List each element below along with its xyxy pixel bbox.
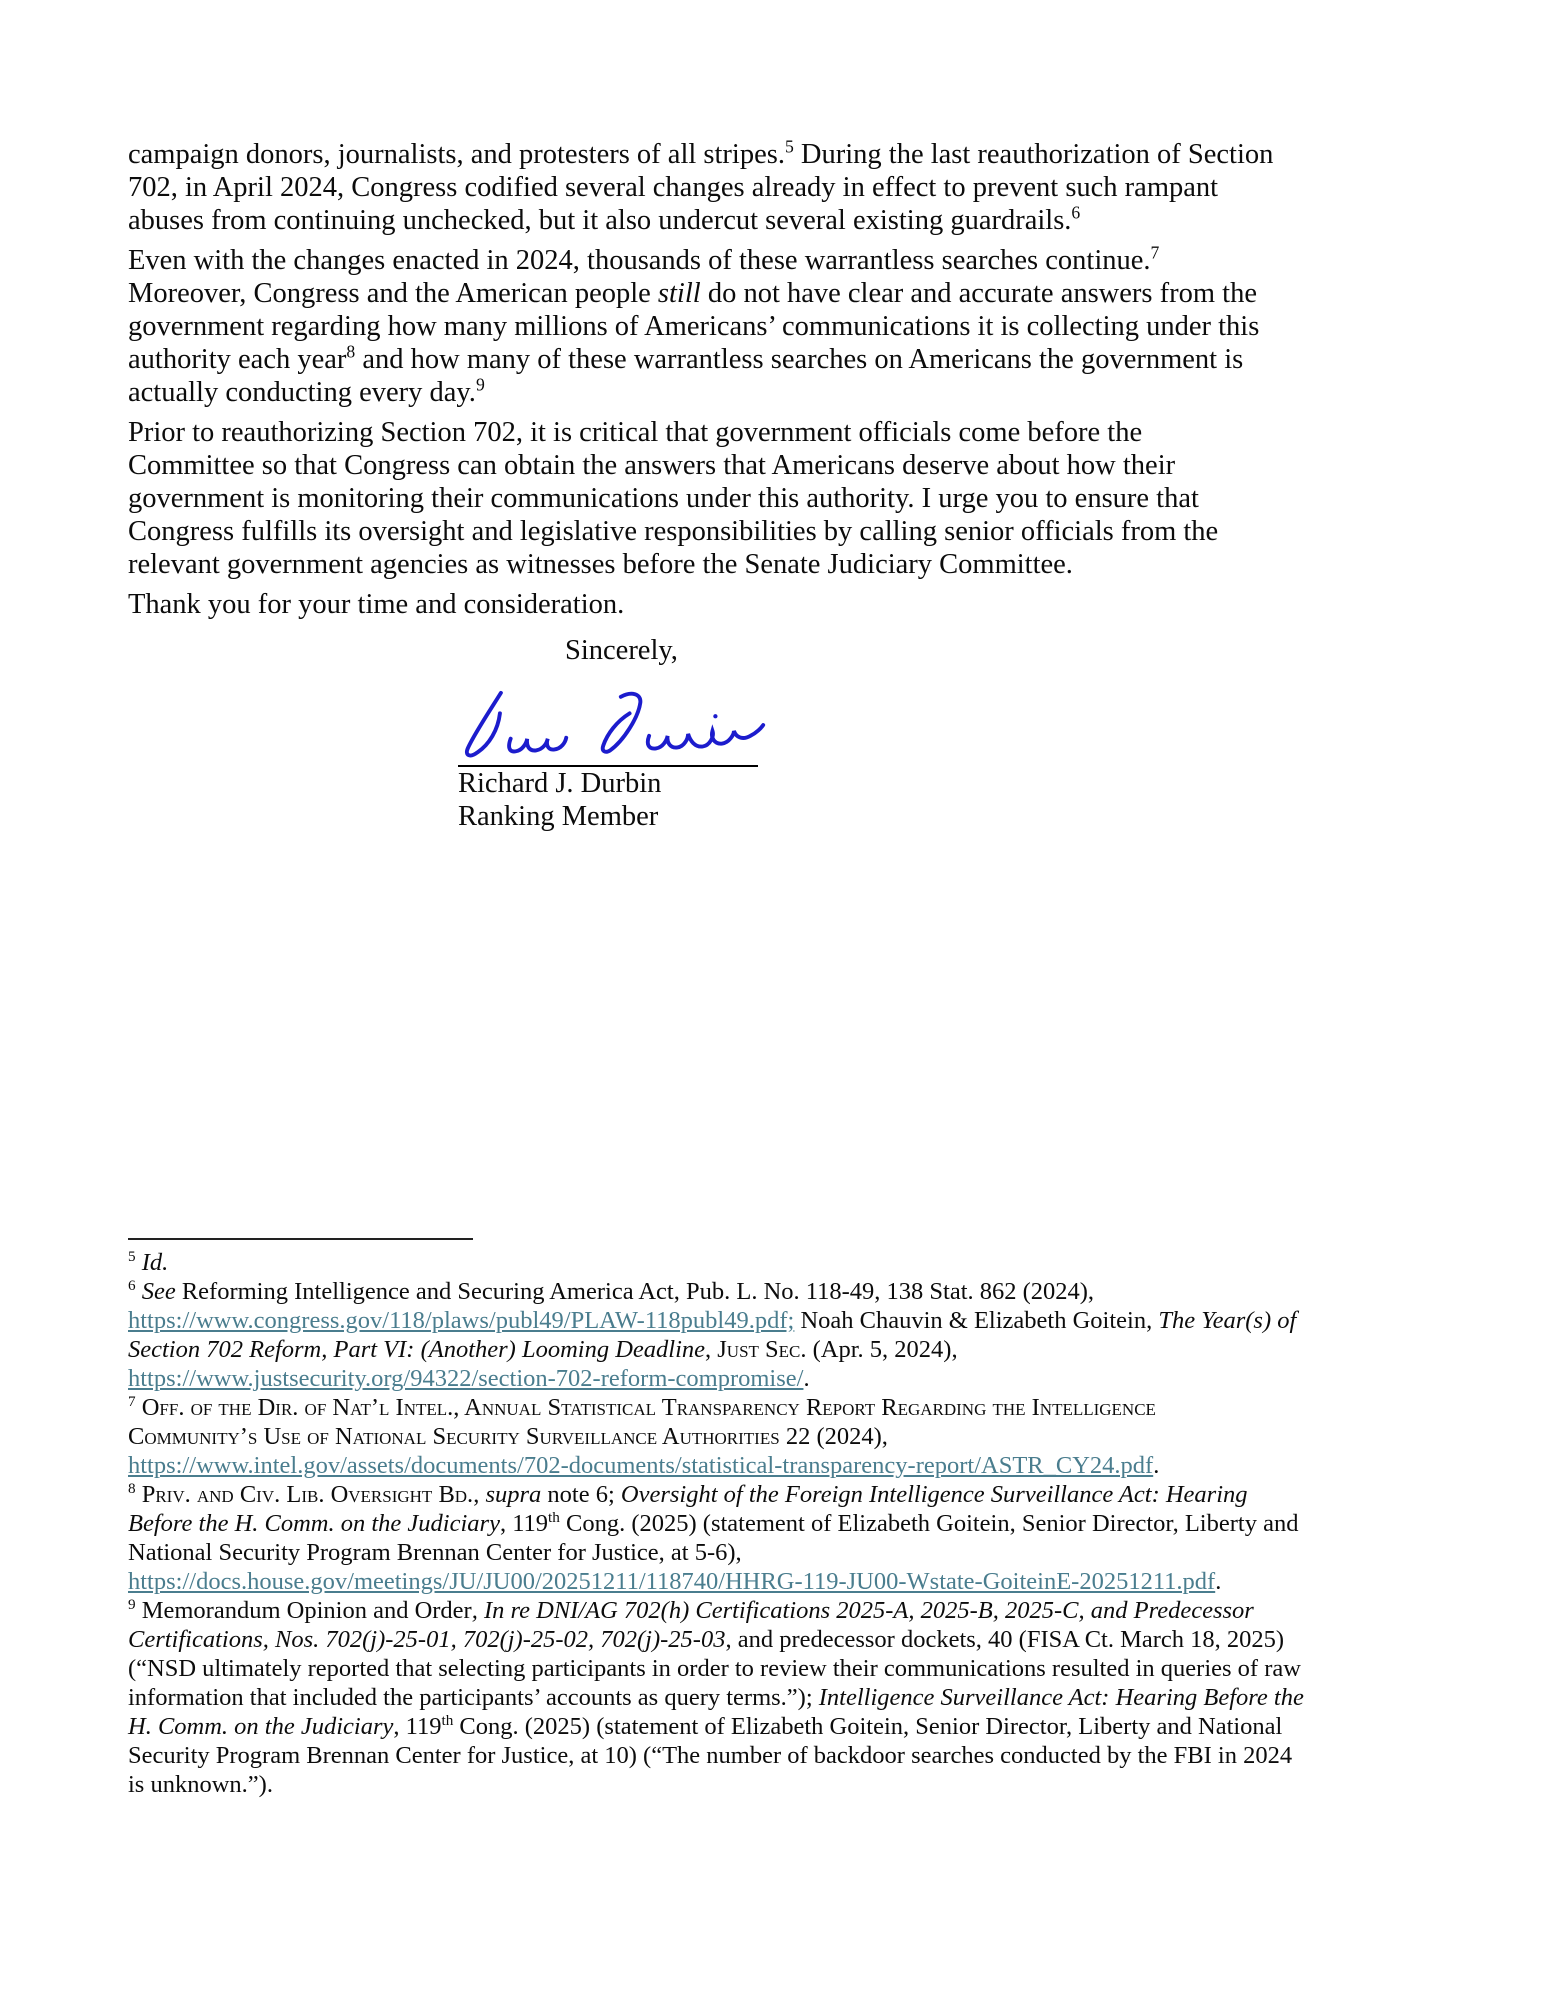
- text-segment: .: [1215, 1568, 1222, 1595]
- text-segment: Reforming Intelligence and Securing America Act, Pub. L. No. 118-49, 138 Stat. 862 (2024),: [175, 1278, 1095, 1305]
- text-line: [128, 1393, 1435, 1422]
- text-segment: 5: [128, 1247, 136, 1265]
- footnote: [128, 1480, 1435, 1596]
- footnote-separator: [128, 1238, 473, 1240]
- text-segment: , 119: [499, 1510, 549, 1537]
- text-line: [128, 171, 1435, 204]
- text-segment: 22 (2024),: [779, 1423, 888, 1450]
- text-segment: , In re DNI/AG 702(h) Certifications 2025-A, 2025-B, 2025-C, and Predecessor: [471, 1597, 1254, 1624]
- text-line: [128, 343, 1435, 376]
- text-line: [128, 515, 1435, 548]
- text-segment: Congress fulfills its oversight and legislative responsibilities by calling senior officials from the: [128, 516, 1219, 547]
- text-line: [128, 138, 1435, 171]
- text-segment: Id.: [141, 1249, 169, 1276]
- text-segment: th: [548, 1508, 560, 1526]
- text-line: [128, 310, 1435, 343]
- text-segment: and how many of these warrantless searches on Americans the government is: [355, 344, 1244, 375]
- signer-title: Ranking Member: [458, 801, 659, 832]
- text-segment: H. Comm. on the Judiciary: [128, 1713, 394, 1740]
- text-segment: 7: [1150, 242, 1160, 263]
- text-segment: (“NSD ultimately reported that selecting participants in order to review their communications resulted in queries of raw: [128, 1655, 1301, 1682]
- text-line: [128, 1741, 1435, 1770]
- body-paragraph: [128, 416, 1435, 581]
- text-segment: information that included the participants’ accounts as query terms.”);: [128, 1684, 819, 1711]
- text-segment: 9: [128, 1595, 136, 1613]
- text-line: [128, 1364, 1435, 1393]
- footnotes: [128, 1248, 1435, 1799]
- text-segment: Memorandum Opinion and Order: [135, 1597, 472, 1624]
- body-paragraph: [128, 588, 1435, 621]
- text-line: [128, 1712, 1435, 1741]
- letter-body: [128, 138, 1435, 621]
- text-segment: Off. of the Dir. of Nat’l Intel., Annual Statistical Transparency Report Regarding the Intelligence: [141, 1394, 1156, 1421]
- text-segment: The Year(s) of: [1158, 1307, 1297, 1334]
- text-line: [128, 449, 1435, 482]
- text-segment: supra: [485, 1481, 542, 1508]
- text-segment: Noah Chauvin & Elizabeth Goitein,: [794, 1307, 1159, 1334]
- text-line: [128, 1306, 1435, 1335]
- text-line: [128, 1654, 1435, 1683]
- text-line: [128, 1538, 1435, 1567]
- text-segment: Community’s Use of National Security Surveillance Authorities: [128, 1423, 780, 1450]
- footnote: [128, 1277, 1435, 1393]
- body-paragraph: [128, 244, 1435, 409]
- text-line: [128, 277, 1435, 310]
- text-line: [128, 588, 1435, 621]
- hyperlink[interactable]: https://docs.house.gov/meetings/JU/JU00/20251211/118740/HHRG-119-JU00-Wstate-GoiteinE-20251211.pdf: [128, 1568, 1216, 1595]
- text-line: [128, 204, 1435, 237]
- text-segment: 702, in April 2024, Congress codified several changes already in effect to prevent such rampant: [128, 172, 1219, 203]
- text-segment: Certifications, Nos. 702(j)-25-01, 702(j)-25-02, 702(j)-25-03: [128, 1626, 726, 1653]
- text-segment: is unknown.”).: [128, 1771, 273, 1798]
- text-line: [128, 376, 1435, 409]
- hyperlink[interactable]: https://www.congress.gov/118/plaws/publ49/PLAW-118publ49.pdf;: [128, 1307, 795, 1334]
- text-line: [128, 416, 1435, 449]
- text-segment: do not have clear and accurate answers from the: [700, 278, 1257, 309]
- text-segment: government regarding how many millions of Americans’ communications it is collecting under this: [128, 311, 1260, 342]
- text-segment: Just Sec.: [717, 1336, 807, 1363]
- text-segment: 5: [784, 136, 794, 157]
- body-paragraph: [128, 138, 1435, 237]
- signature-block: [458, 689, 1435, 833]
- text-segment: Intelligence Surveillance Act: Hearing Before the: [818, 1684, 1304, 1711]
- text-segment: note 6;: [541, 1481, 621, 1508]
- hyperlink[interactable]: https://www.intel.gov/assets/documents/702-documents/statistical-transparency-report/ASTR_CY24.pdf: [128, 1452, 1154, 1479]
- text-segment: 9: [475, 374, 485, 395]
- text-segment: Priv. and Civ. Lib. Oversight Bd.: [141, 1481, 474, 1508]
- text-line: [128, 1451, 1435, 1480]
- text-segment: still: [657, 278, 701, 309]
- text-segment: th: [441, 1711, 454, 1729]
- text-segment: Even with the changes enacted in 2024, thousands of these warrantless searches continue.: [128, 245, 1151, 276]
- hyperlink[interactable]: https://www.justsecurity.org/94322/section-702-reform-compromise/: [128, 1365, 804, 1392]
- text-line: [128, 1422, 1435, 1451]
- text-line: [128, 1480, 1435, 1509]
- text-segment: See: [141, 1278, 176, 1305]
- text-segment: Thank you for your time and consideration.: [128, 589, 625, 620]
- text-line: [128, 1335, 1435, 1364]
- text-line: [128, 1277, 1435, 1306]
- text-segment: Cong. (2025) (statement of Elizabeth Goitein, Senior Director, Liberty and: [559, 1510, 1299, 1537]
- footnote: [128, 1248, 1435, 1277]
- text-segment: Section 702 Reform, Part VI: (Another) Looming Deadline: [128, 1336, 706, 1363]
- text-segment: campaign donors, journalists, and protesters of all stripes.: [128, 139, 785, 170]
- text-segment: 8: [346, 341, 356, 362]
- text-segment: Oversight of the Foreign Intelligence Surveillance Act: Hearing: [620, 1481, 1248, 1508]
- text-line: [128, 1567, 1435, 1596]
- footnote: [128, 1596, 1435, 1799]
- text-line: [128, 1509, 1435, 1538]
- text-segment: government is monitoring their communications under this authority. I urge you to ensure that: [128, 483, 1199, 514]
- text-segment: Cong. (2025) (statement of Elizabeth Goitein, Senior Director, Liberty and National: [453, 1713, 1283, 1740]
- text-line: [128, 1596, 1435, 1625]
- text-line: [128, 1683, 1435, 1712]
- signature-image: [458, 689, 770, 765]
- footnote: [128, 1393, 1435, 1480]
- text-segment: During the last reauthorization of Section: [793, 139, 1274, 170]
- text-segment: ,: [705, 1336, 718, 1363]
- closing-salutation: Sincerely,: [565, 635, 678, 666]
- text-segment: National Security Program Brennan Center for Justice, at 5-6),: [128, 1539, 742, 1566]
- text-segment: .: [803, 1365, 810, 1392]
- text-segment: .: [1153, 1452, 1160, 1479]
- text-segment: (Apr. 5, 2024),: [806, 1336, 958, 1363]
- text-segment: 7: [128, 1392, 136, 1410]
- text-segment: relevant government agencies as witnesses before the Senate Judiciary Committee.: [128, 549, 1073, 580]
- text-line: [128, 482, 1435, 515]
- text-segment: , 119: [393, 1713, 442, 1740]
- text-segment: Prior to reauthorizing Section 702, it is critical that government officials come before the: [128, 417, 1143, 448]
- text-line: [128, 244, 1435, 277]
- text-line: [128, 548, 1435, 581]
- text-line: [128, 1625, 1435, 1654]
- text-segment: abuses from continuing unchecked, but it also undercut several existing guardrails.: [128, 205, 1072, 236]
- text-line: [128, 1248, 1435, 1277]
- text-segment: 8: [128, 1479, 136, 1497]
- text-segment: 6: [1071, 202, 1081, 223]
- text-segment: Security Program Brennan Center for Justice, at 10) (“The number of backdoor searches conducted by the FBI in 2024: [128, 1742, 1293, 1769]
- text-segment: authority each year: [128, 344, 347, 375]
- text-segment: ,: [473, 1481, 486, 1508]
- text-segment: Before the H. Comm. on the Judiciary: [128, 1510, 500, 1537]
- text-segment: Committee so that Congress can obtain the answers that Americans deserve about how their: [128, 450, 1176, 481]
- signer-name: Richard J. Durbin: [458, 768, 662, 799]
- text-segment: 6: [128, 1276, 136, 1294]
- text-segment: actually conducting every day.: [128, 377, 476, 408]
- text-segment: , and predecessor dockets, 40 (FISA Ct. March 18, 2025): [725, 1626, 1285, 1653]
- text-segment: Moreover, Congress and the American people: [128, 278, 658, 309]
- text-line: [128, 1770, 1435, 1799]
